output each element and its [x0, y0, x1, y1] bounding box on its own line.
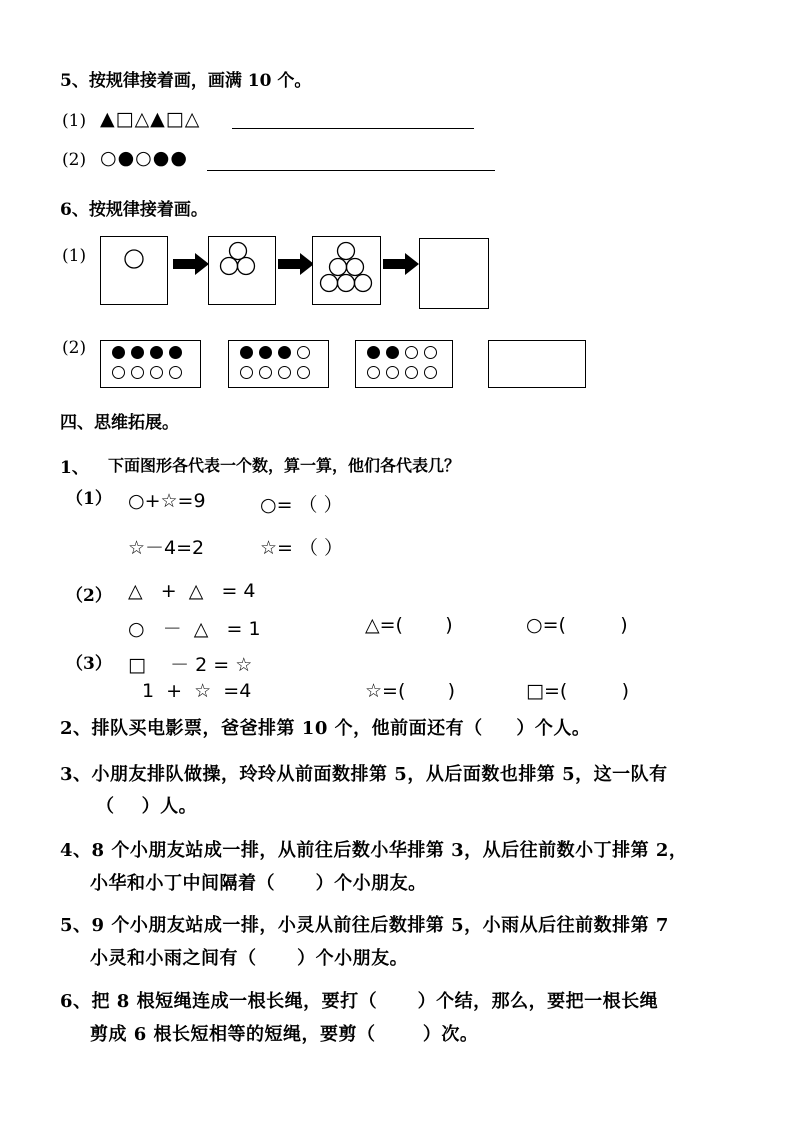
- s5-q2-answer-line[interactable]: [207, 170, 495, 171]
- s5-q1-label: (1): [62, 111, 87, 131]
- empty-dot: [405, 366, 418, 379]
- part-4-title: 四、思维拓展。: [60, 413, 179, 433]
- empty-dot: [424, 346, 437, 359]
- one-circle-figure: [101, 237, 167, 304]
- arrow-right-icon: [383, 253, 419, 275]
- s5-q2-label: (2): [62, 150, 87, 170]
- problem-4-line-1: 4、8 个小朋友站成一排，从前往后数小华排第 3，从后往前数小丁排第 2，: [60, 840, 688, 861]
- filled-dot: [169, 346, 182, 359]
- problem-6-line-2: 剪成 6 根长短相等的短绳，要剪（ ）次。: [90, 1024, 479, 1045]
- problem-6-line-1: 6、把 8 根短绳连成一根长绳，要打（ ）个结，那么，要把一根长绳: [60, 991, 659, 1012]
- empty-dot: [297, 366, 310, 379]
- s6-q1-label: (1): [62, 246, 87, 266]
- s5-q2-sequence: ○●○●●: [100, 147, 188, 169]
- p1-instruction: 下面图形各代表一个数，算一算，他们各代表几？: [108, 456, 461, 475]
- empty-dot: [150, 366, 163, 379]
- empty-dot: [278, 366, 291, 379]
- filled-dot: [131, 346, 144, 359]
- arrow-right-icon: [278, 253, 314, 275]
- empty-dot: [240, 366, 253, 379]
- empty-dot: [367, 366, 380, 379]
- problem-3-line-1: 3、小朋友排队做操，玲玲从前面数排第 5，从后面数也排第 5，这一队有: [60, 764, 668, 785]
- empty-dot: [297, 346, 310, 359]
- answer-dots-box-empty[interactable]: [488, 340, 586, 388]
- filled-dot: [112, 346, 125, 359]
- g2-answer-2[interactable]: ○=( ): [526, 614, 628, 636]
- g2-answer-1[interactable]: △=( ): [365, 614, 453, 636]
- empty-dot: [131, 366, 144, 379]
- empty-dot: [386, 366, 399, 379]
- g1-equation-2: ☆－4=2: [128, 537, 205, 559]
- section-6-title: 6、按规律接着画。: [60, 200, 208, 220]
- pattern-box-1: [100, 236, 168, 305]
- filled-dot: [150, 346, 163, 359]
- filled-dot: [367, 346, 380, 359]
- g1-answer-1[interactable]: ○= （ ）: [260, 494, 343, 516]
- s6-q2-label: (2): [62, 338, 87, 358]
- filled-dot: [259, 346, 272, 359]
- g3-equation-1: □ － 2 = ☆: [128, 654, 253, 676]
- empty-dot: [169, 366, 182, 379]
- filled-dot: [240, 346, 253, 359]
- pattern-box-3: [312, 236, 381, 305]
- problem-5-line-1: 5、9 个小朋友站成一排，小灵从前往后数排第 5，小雨从后往前数排第 7: [60, 915, 669, 936]
- answer-box-empty[interactable]: [419, 238, 489, 309]
- three-circles-figure: [209, 237, 275, 304]
- filled-dot: [386, 346, 399, 359]
- problem-3-line-2: （ ）人。: [96, 796, 198, 817]
- empty-dot: [112, 366, 125, 379]
- g3-answer-2[interactable]: □=( ): [526, 680, 630, 702]
- arrow-right-icon: [173, 253, 209, 275]
- problem-5-line-2: 小灵和小雨之间有（ ）个小朋友。: [90, 948, 409, 969]
- section-5-title: 5、按规律接着画，画满 10 个。: [60, 71, 312, 91]
- empty-dot: [259, 366, 272, 379]
- problem-2: 2、排队买电影票，爸爸排第 10 个，他前面还有（ ）个人。: [60, 718, 591, 739]
- g2-equation-2: ○ － △ = 1: [128, 618, 261, 640]
- empty-dot: [424, 366, 437, 379]
- s5-q1-sequence: ▲□△▲□△: [100, 108, 201, 130]
- g3-label: （3）: [66, 654, 112, 674]
- g3-equation-2: 1 + ☆ =4: [142, 680, 252, 702]
- p1-number: 1、: [60, 458, 89, 478]
- six-circles-figure: [313, 237, 380, 304]
- pattern-box-2: [208, 236, 276, 305]
- g1-label: （1）: [66, 489, 112, 509]
- g3-answer-1[interactable]: ☆=( ): [365, 680, 456, 702]
- problem-4-line-2: 小华和小丁中间隔着（ ）个小朋友。: [90, 873, 427, 894]
- g2-equation-1: △ + △ = 4: [128, 580, 256, 602]
- empty-dot: [405, 346, 418, 359]
- s5-q1-answer-line[interactable]: [232, 128, 474, 129]
- g1-equation-1: ○+☆=9: [128, 490, 206, 512]
- g1-answer-2[interactable]: ☆= （ ）: [260, 537, 344, 559]
- g2-label: （2）: [66, 586, 112, 606]
- filled-dot: [278, 346, 291, 359]
